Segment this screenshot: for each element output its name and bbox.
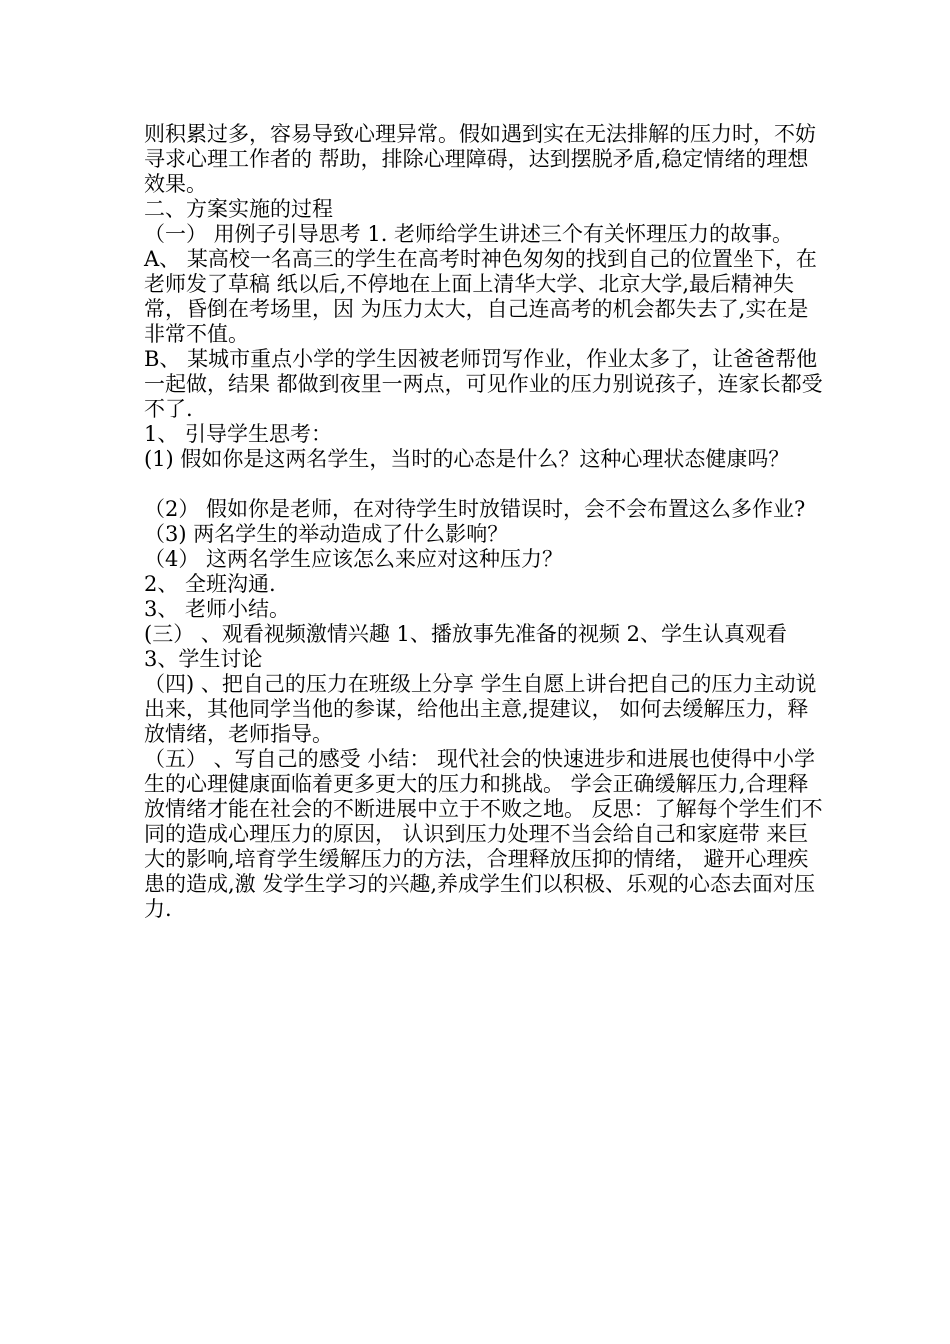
heading-section-2: 二、方案实施的过程: [144, 197, 333, 221]
paragraph-part-4: （四) 、把自己的压力在班级上分享 学生自愿上讲台把自己的压力主动说出来，其他同学当他的参谋，给他出主意,提建议， 如何去缓解压力，释放情绪，老师指导。: [144, 672, 817, 746]
paragraph-story-b: B、 某城市重点小学的学生因被老师罚写作业，作业太多了，让爸爸帮他一起做，结果 都做到夜里一两点，可见作业的压力别说孩子，连家长都受不了.: [144, 347, 823, 421]
paragraph-part-3: (三） 、观看视频激情兴趣 1、播放事先准备的视频 2、学生认真观看 3、学生讨论: [144, 622, 787, 671]
paragraph-story-a: A、 某高校一名高三的学生在高考时神色匆匆的找到自己的位置坐下，在老师发了草稿 纸以后,不停地在上面上清华大学、北京大学,最后精神失常，昏倒在考场里，因 为压力太大，自己连高考的机会都失去了,实在是非常不值。: [144, 247, 817, 346]
paragraph-intro: 则积累过多，容易导致心理异常。假如遇到实在无法排解的压力时，不妨寻求心理工作者的 帮助，排除心理障碍，达到摆脱矛盾,稳定情绪的理想效果。: [144, 122, 816, 196]
question-1: (1) 假如你是这两名学生，当时的心态是什么？这种心理状态健康吗？: [144, 447, 790, 471]
question-3: （3) 两名学生的举动造成了什么影响？: [144, 522, 509, 546]
blank-line: [144, 472, 824, 497]
paragraph-guide-thinking: 1、 引导学生思考：: [144, 422, 333, 446]
question-2: （2） 假如你是老师，在对待学生时放错误时，会不会布置这么多作业?: [144, 497, 806, 521]
paragraph-class-communication: 2、 全班沟通.: [144, 572, 276, 596]
document-body: [144, 122, 824, 922]
paragraph-teacher-summary: 3、 老师小结。: [144, 597, 291, 621]
paragraph-part-5: （五） 、写自己的感受 小结： 现代社会的快速进步和进展也使得中小学生的心理健康面临着更多更大的压力和挑战。 学会正确缓解压力,合理释放情绪才能在社会的不断进展中立于不败之地。 反思：了解每个学生们不同的造成心理压力的原因， 认识到压力处理不当会给自己和家庭带 来巨大的影响,培育学生缓解压力的方法，合理释放压抑的情绪， 避开心理疾患的造成,激 发学生学习的兴趣,养成学生们以积极、乐观的心态去面对压力.: [144, 747, 823, 921]
question-4: （4） 这两名学生应该怎么来应对这种压力？: [144, 547, 564, 571]
paragraph-part-1: （一） 用例子引导思考 1. 老师给学生讲述三个有关怀理压力的故事。: [144, 222, 794, 246]
